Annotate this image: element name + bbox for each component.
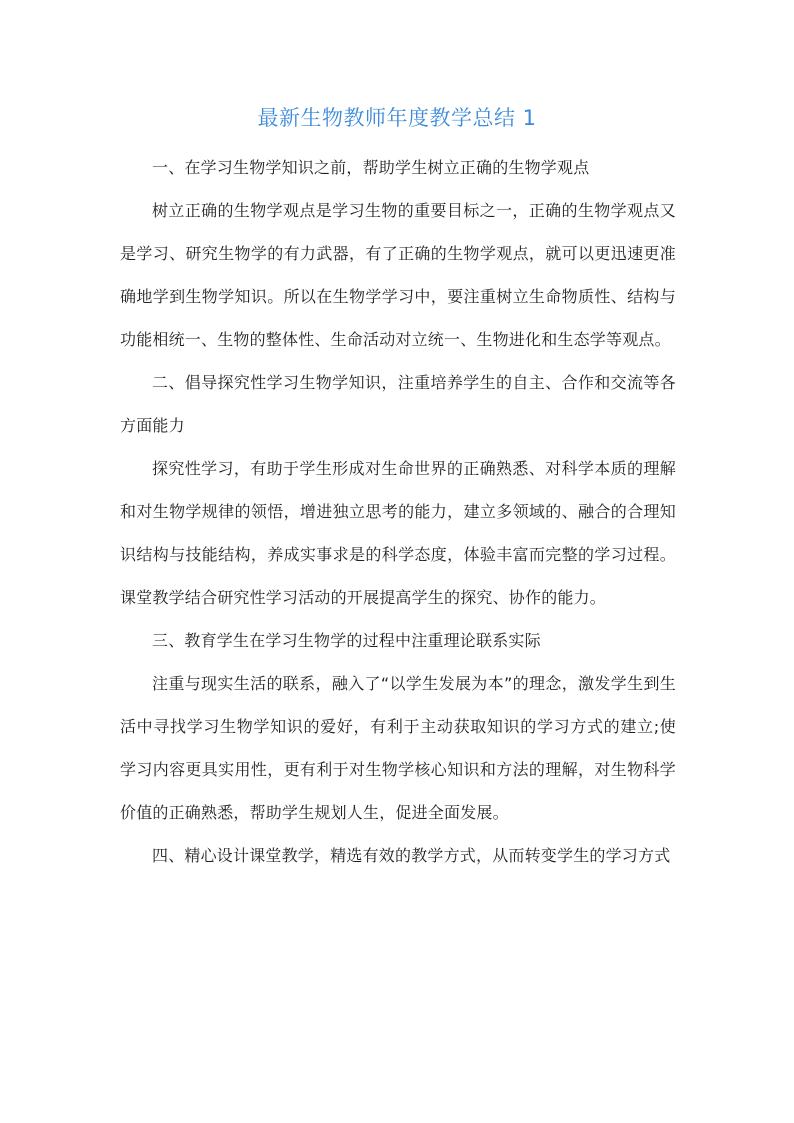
section-3-heading: 三、教育学生在学习生物学的过程中注重理论联系实际 xyxy=(152,631,541,650)
section-1-paragraph: 树立正确的生物学观点是学习生物的重要目标之一，正确的生物学观点又是学习、研究生物学的有力武器，有了正确的生物学观点，就可以更迅速更准确地学到生物学知识。所以在生物学学习中，要注重树立生命物质性、结构与功能相统一、生物的整体性、生命活动对立统一、生物进化和生态学等观点。 xyxy=(120,201,676,349)
section-1-heading: 一、在学习生物学知识之前，帮助学生树立正确的生物学观点 xyxy=(152,158,590,177)
section-2-paragraph: 探究性学习，有助于学生形成对生命世界的正确熟悉、对科学本质的理解和对生物学规律的领悟，增进独立思考的能力，建立多领域的、融合的合理知识结构与技能结构，养成实事求是的科学态度，体验丰富而完整的学习过程。课堂教学结合研究性学习活动的开展提高学生的探究、协作的能力。 xyxy=(120,459,676,607)
document-title: 最新生物教师年度教学总结 1 xyxy=(257,106,537,130)
section-2-heading: 二、倡导探究性学习生物学知识，注重培养学生的自主、合作和交流等各方面能力 xyxy=(120,373,676,435)
section-3-paragraph: 注重与现实生活的联系，融入了“以学生发展为本”的理念，激发学生到生活中寻找学习生物学知识的爱好，有利于主动获取知识的学习方式的建立;使学习内容更具实用性，更有利于对生物学核心知识和方法的理解，对生物科学价值的正确熟悉，帮助学生规划人生，促进全面发展。 xyxy=(120,674,676,822)
document-body xyxy=(120,146,676,877)
section-4-heading: 四、精心设计课堂教学，精选有效的教学方式，从而转变学生的学习方式 xyxy=(152,846,671,865)
